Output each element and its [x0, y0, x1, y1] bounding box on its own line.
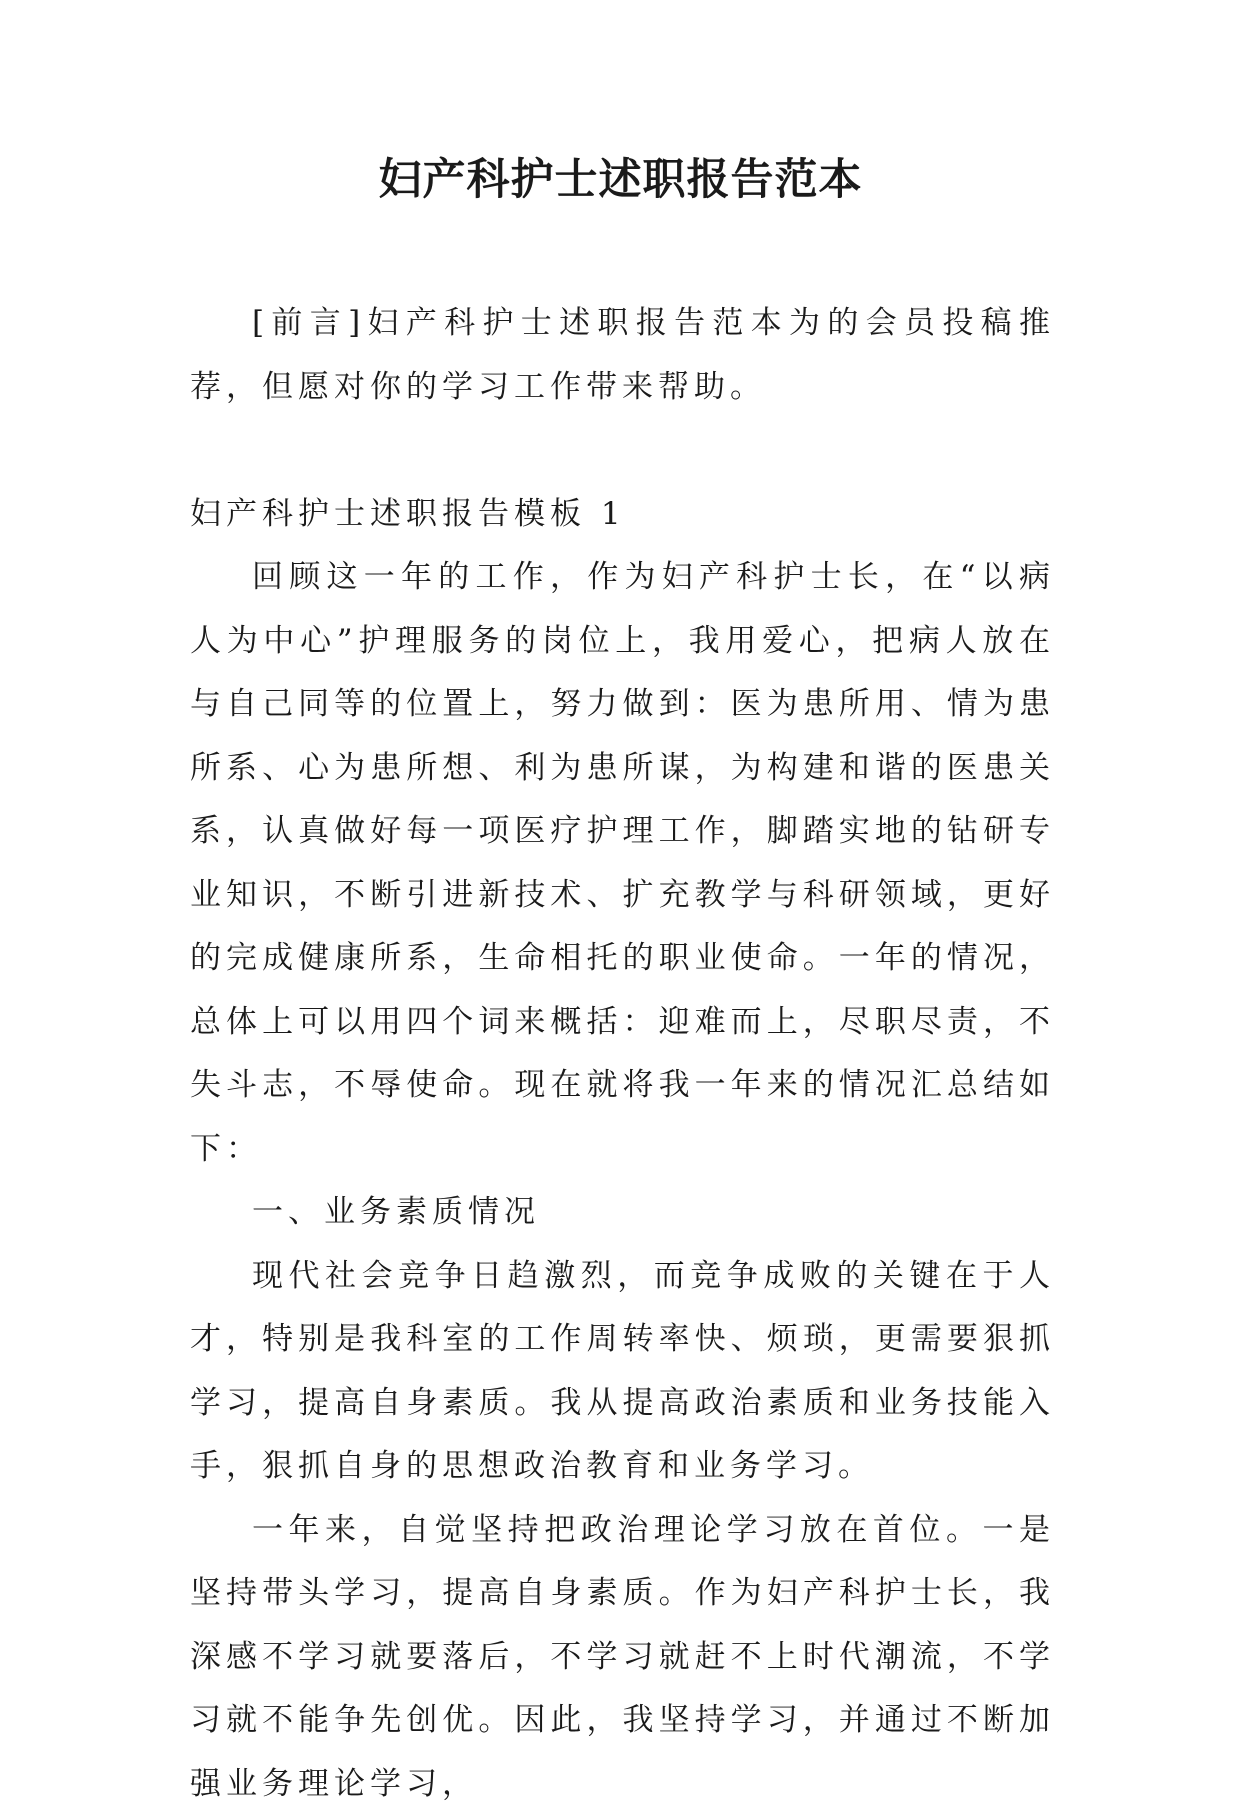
body-paragraph: 一年来，自觉坚持把政治理论学习放在首位。一是坚持带头学习，提高自身素质。作为妇产科护士长，我深感不学习就要落后，不学习就赶不上时代潮流，不学习就不能争先创优。因此，我坚持学习，并通过不断加强业务理论学习，	[190, 1499, 1055, 1816]
section-heading: 妇产科护士述职报告模板 1	[190, 483, 1055, 547]
paragraph-spacer	[190, 419, 1055, 483]
document-body	[190, 292, 1055, 1816]
preface-paragraph: [前言]妇产科护士述职报告范本为的会员投稿推荐，但愿对你的学习工作带来帮助。	[190, 292, 1055, 419]
body-paragraph: 回顾这一年的工作，作为妇产科护士长，在“以病人为中心”护理服务的岗位上，我用爱心，把病人放在与自己同等的位置上，努力做到：医为患所用、情为患所系、心为患所想、利为患所谋，为构建和谐的医患关系，认真做好每一项医疗护理工作，脚踏实地的钻研专业知识，不断引进新技术、扩充教学与科研领域，更好的完成健康所系，生命相托的职业使命。一年的情况，总体上可以用四个词来概括：迎难而上，尽职尽责，不失斗志，不辱使命。现在就将我一年来的情况汇总结如下：	[190, 546, 1055, 1181]
document-title: 妇产科护士述职报告范本	[0, 150, 1241, 210]
body-paragraph: 现代社会竞争日趋激烈，而竞争成败的关键在于人才，特别是我科室的工作周转率快、烦琐，更需要狠抓学习，提高自身素质。我从提高政治素质和业务技能入手，狠抓自身的思想政治教育和业务学习。	[190, 1245, 1055, 1499]
subsection-heading: 一、业务素质情况	[190, 1181, 1055, 1245]
